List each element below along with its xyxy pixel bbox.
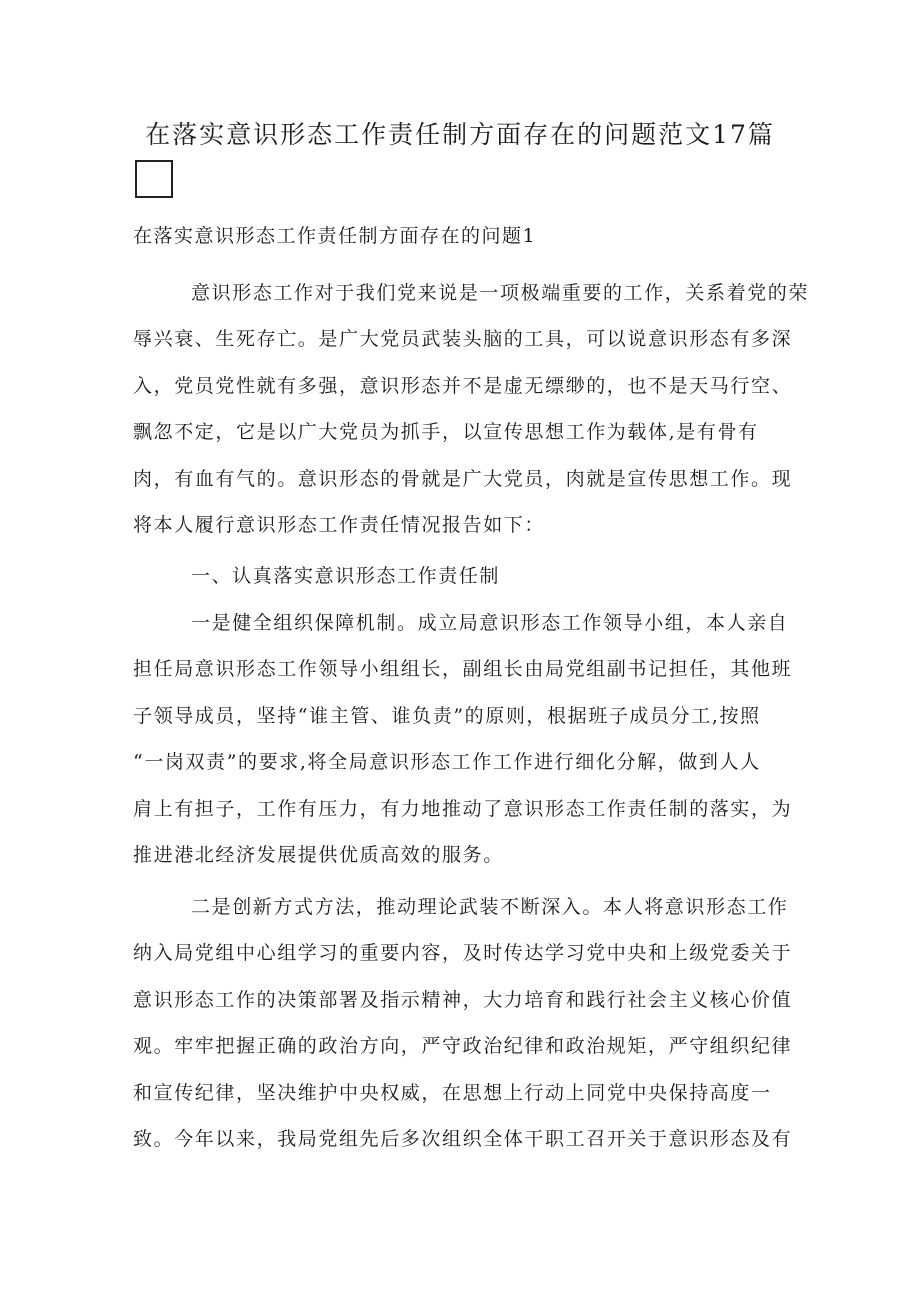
text-line: 纳入局党组中心组学习的重要内容，及时传达学习党中央和上级党委关于 — [133, 942, 793, 965]
paragraph-methods — [133, 884, 793, 1162]
empty-checkbox[interactable] — [135, 160, 173, 198]
text-line: 意识形态工作的决策部署及指示精神，大力培育和践行社会主义核心价值 — [133, 988, 793, 1011]
text-line: 担任局意识形态工作领导小组组长，副组长由局党组副书记担任，其他班 — [133, 658, 793, 681]
text-line: 意识形态工作对于我们党来说是一项极端重要的工作，关系着党的荣 — [191, 282, 810, 304]
section-heading: 在落实意识形态工作责任制方面存在的问题1 — [133, 225, 537, 247]
subheading-responsibility — [133, 553, 793, 599]
text-line: 致。今年以来，我局党组先后多次组织全体干职工召开关于意识形态及有 — [133, 1128, 793, 1151]
paragraph-organization — [133, 600, 793, 878]
subheading-text: 一、认真落实意识形态工作责任制 — [191, 565, 501, 587]
document-title: 在落实意识形态工作责任制方面存在的问题范文17篇 — [145, 120, 775, 149]
text-line: 二是创新方式方法，推动理论武装不断深入。本人将意识形态工作 — [191, 896, 789, 918]
text-line: 子领导成员，坚持“谁主管、谁负责”的原则，根据班子成员分工,按照 — [133, 704, 761, 727]
text-line: 肉，有血有气的。意识形态的骨就是广大党员，肉就是宣传思想工作。现 — [133, 467, 793, 490]
text-line: 一是健全组织保障机制。成立局意识形态工作领导小组，本人亲自 — [191, 612, 789, 634]
text-line: 和宣传纪律，坚决维护中央权威，在思想上行动上同党中央保持高度一 — [133, 1081, 772, 1104]
paragraph-intro — [133, 270, 810, 548]
text-line: 入，党员党性就有多强，意识形态并不是虚无缥缈的，也不是天马行空、 — [133, 374, 793, 397]
text-line: 辱兴衰、生死存亡。是广大党员武装头脑的工具，可以说意识形态有多深 — [133, 328, 793, 351]
text-line: 观。牢牢把握正确的政治方向，严守政治纪律和政治规矩，严守组织纪律 — [133, 1035, 793, 1058]
text-line: 肩上有担子，工作有压力，有力地推动了意识形态工作责任制的落实，为 — [133, 797, 793, 820]
text-line: 将本人履行意识形态工作责任情况报告如下： — [133, 514, 546, 537]
text-line: 飘忽不定，它是以广大党员为抓手，以宣传思想工作为载体,是有骨有 — [133, 421, 759, 444]
text-line: “一岗双责”的要求,将全局意识形态工作工作进行细化分解，做到人人 — [133, 751, 761, 774]
text-line: 推进港北经济发展提供优质高效的服务。 — [133, 844, 504, 867]
